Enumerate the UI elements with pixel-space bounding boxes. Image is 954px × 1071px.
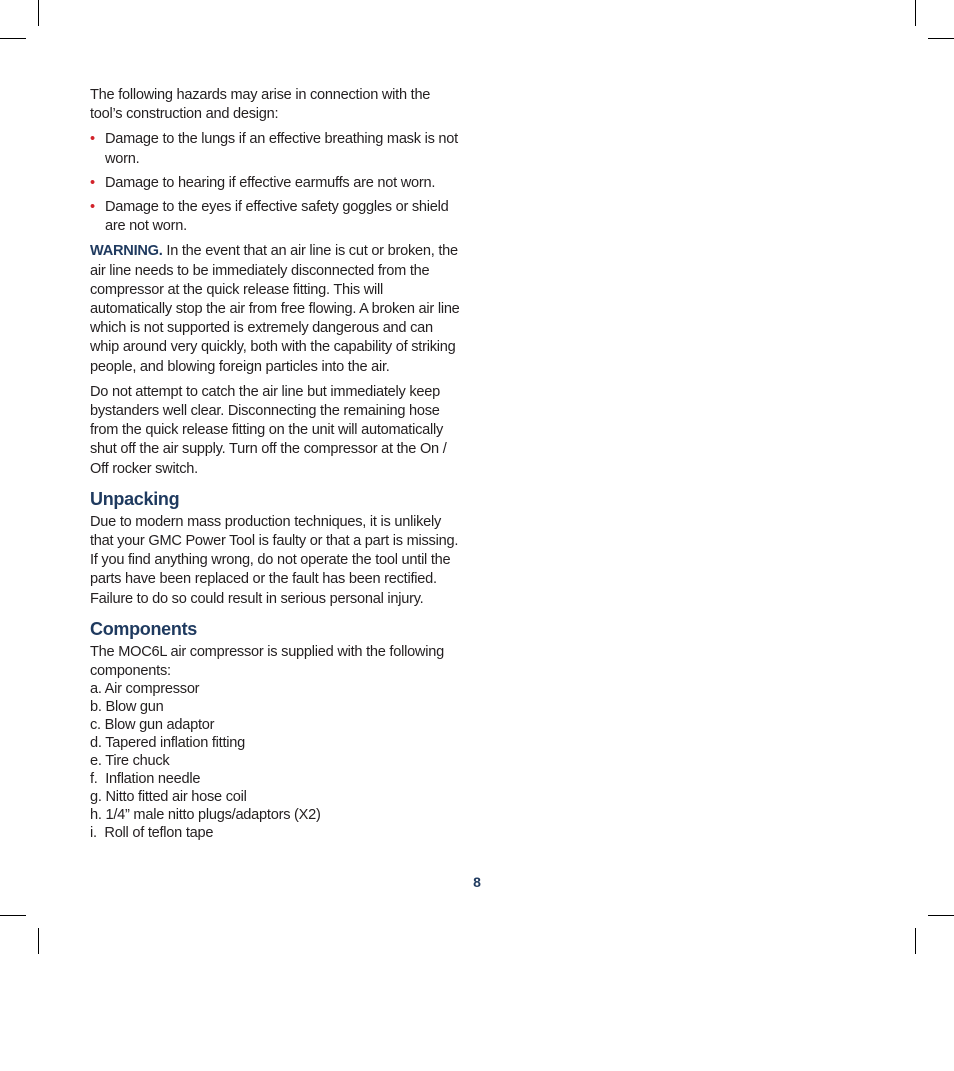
list-item: a. Air compressor [90,681,200,698]
unpacking-text: Due to modern mass production techniques, it is unlikely that your GMC Power Tool is faulty or that a part is missing. If you find anything wrong, do not operate the tool until the parts have been replaced or the fault has been rectified. Failure to do so could result in serious personal injury. [90,513,459,607]
hazards-intro: The following hazards may arise in connection with the tool’s construction and design: [90,87,431,123]
unpacking-heading: Unpacking [90,488,180,509]
list-item: f. Inflation needle [90,770,201,787]
crop-mark-top-left-h [0,38,26,39]
list-item: e. Tire chuck [90,752,170,769]
components-list [90,681,462,842]
list-item: d. Tapered inflation fitting [90,735,245,751]
list-item: c. Blow gun adaptor [90,717,215,734]
hazard-item: • Damage to the lungs if an effective breathing mask is not worn. [90,131,458,167]
warning-label: WARNING. [90,243,163,260]
bullet-icon: • [90,199,95,216]
components-heading: Components [90,618,197,639]
instruction-paragraph: Do not attempt to catch the air line but immediately keep bystanders well clear. Disconnecting the remaining hose from the quick release fitting on the unit will automatically shut off the air supply. Turn off the compressor at the On / Off rocker switch. [90,383,447,477]
hazard-item: • Damage to the eyes if effective safety goggles or shield are not worn. [90,199,449,235]
list-item: i. Roll of teflon tape [90,824,214,841]
crop-mark-bottom-right-h [928,915,954,916]
components-intro: The MOC6L air compressor is supplied with the following components: [90,643,444,680]
content-column [90,86,462,842]
crop-mark-bottom-left-v [38,928,39,954]
warning-paragraph [90,242,462,376]
list-item: h. 1/4” male nitto plugs/adaptors (X2) [90,806,321,823]
list-item: b. Blow gun [90,699,164,716]
hazard-list [90,130,462,236]
crop-mark-top-left-v [38,0,39,26]
crop-mark-top-right-h [928,38,954,39]
bullet-icon: • [90,174,95,191]
crop-mark-bottom-left-h [0,915,26,916]
crop-mark-bottom-right-v [915,928,916,954]
page-number: 8 [473,874,481,890]
list-item: g. Nitto fitted air hose coil [90,788,247,805]
warning-text: In the event that an air line is cut or broken, the air line needs to be immediately disconnected from the compressor at the quick release fitting. This will automatically stop the air from free flowing. A broken air line which is not supported is extremely dangerous and can whip around very quickly, both with the capability of striking people, and blowing foreign particles into the air. [90,243,460,375]
bullet-icon: • [90,131,95,148]
crop-mark-top-right-v [915,0,916,26]
hazard-item: • Damage to hearing if effective earmuffs are not worn. [90,174,462,193]
